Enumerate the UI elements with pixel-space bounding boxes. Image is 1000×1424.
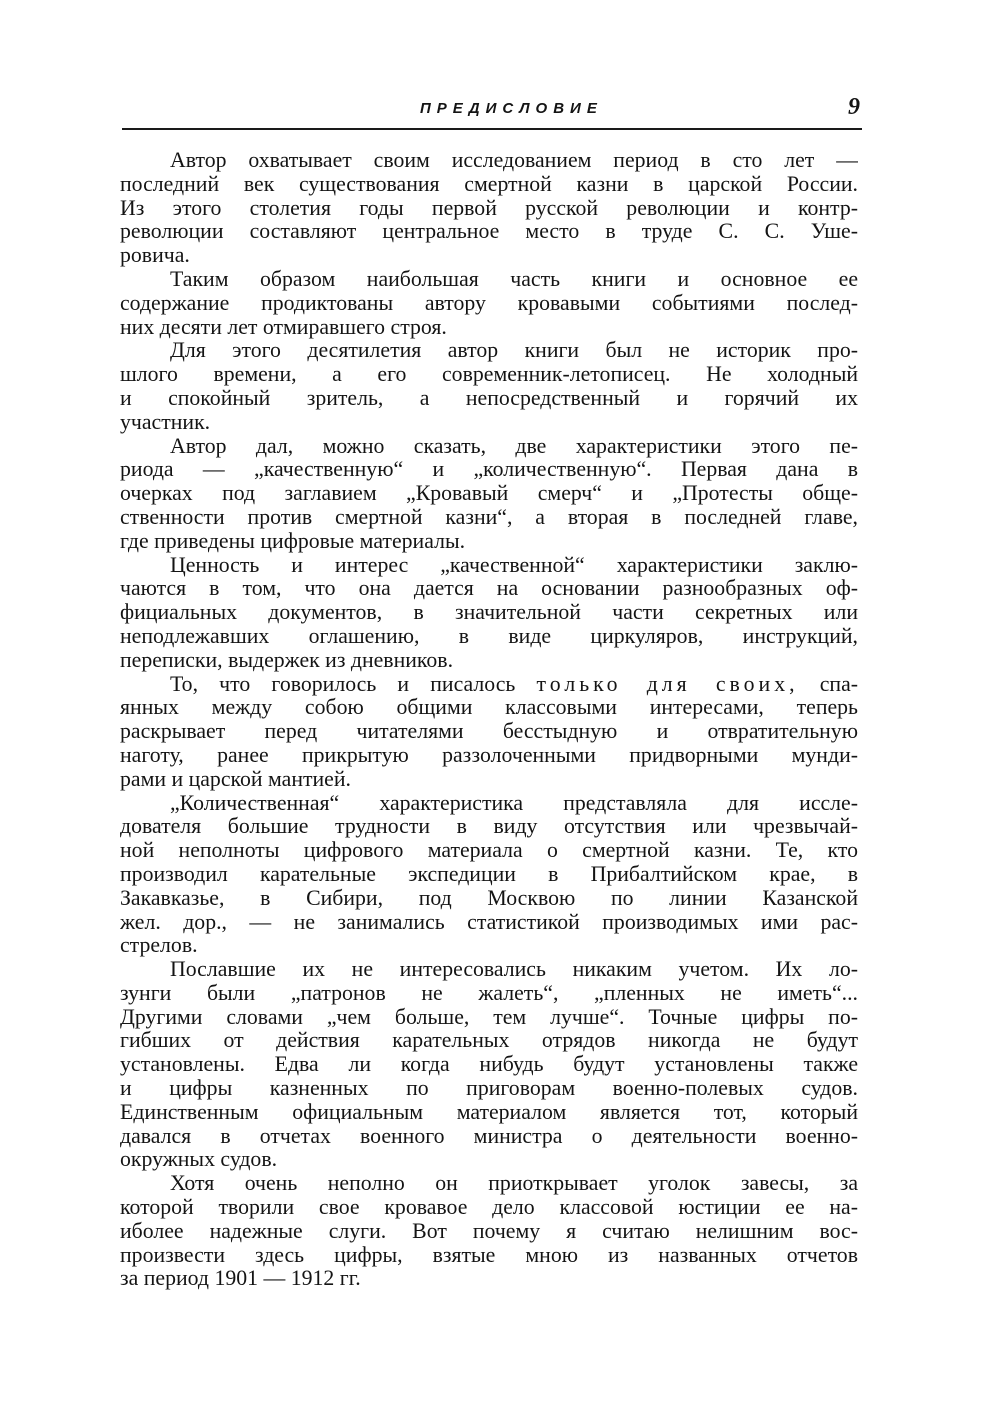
paragraph-9 [120, 1172, 858, 1291]
text-line: за период 1901 — 1912 гг. [120, 1267, 361, 1291]
text-line: ной неполноты цифрового материала о смертной казни. Те, кто [120, 839, 858, 863]
paragraph-7 [120, 792, 858, 959]
paragraph-6 [120, 673, 858, 792]
text-line: произвести здесь цифры, взятые мною из названных отчетов [120, 1243, 858, 1267]
text-line: установлены. Едва ли когда нибудь будут установлены также [120, 1053, 858, 1077]
text-body [120, 149, 858, 1291]
text-line: и спокойный зритель, а непосредственный и горячий их [120, 386, 858, 410]
paragraph-5 [120, 554, 858, 673]
text-line: где приведены цифровые материалы. [120, 529, 466, 553]
text-line: Для этого десятилетия автор книги был не историк про- [170, 339, 858, 363]
text-line: Таким образом наибольшая часть книги и основное ее [170, 267, 858, 291]
paragraph-8 [120, 958, 858, 1172]
text-line: рами и царской мантией. [120, 767, 351, 791]
text-line: чаются в том, что она дается на основании разнообразных оф- [120, 577, 858, 601]
paragraph-2 [120, 268, 858, 339]
text-line: них десяти лет отмиравшего строя. [120, 315, 447, 339]
text-line: неподлежавших оглашению, в виде циркуляров, инструкций, [120, 624, 858, 648]
text-line: дователя большие трудности в виду отсутствия или чрезвычай- [120, 815, 858, 839]
text-line: участник. [120, 410, 211, 434]
text-line: очерках под заглавием „Кровавый смерч“ и „Протесты обще- [120, 482, 858, 506]
text-line: гибших от действия карательных отрядов никогда не будут [120, 1029, 858, 1053]
text-line: Закавказье, в Сибири, под Москвою по линии Казанской [120, 886, 858, 910]
text-line: которой творили свое кровавое дело классовой юстиции ее на- [120, 1196, 858, 1220]
text-line: „Количественная“ характеристика представляла для иссле- [170, 791, 858, 815]
text-line: Другими словами „чем больше, тем лучше“. Точные цифры по- [120, 1005, 858, 1029]
page-number: 9 [848, 94, 860, 120]
text-line: риода — „качественную“ и „количественную“. Первая дана в [120, 458, 858, 482]
page-header [122, 96, 862, 130]
text-line: Автор дал, можно сказать, две характеристики этого пе- [170, 434, 858, 458]
text-line: переписки, выдержек из дневников. [120, 648, 454, 672]
text-line: ственности против смертной казни“, а вторая в последней главе, [120, 505, 858, 529]
text-line: зунги были „патронов не жалеть“, „пленных не иметь“... [120, 981, 858, 1005]
running-title: ПРЕДИСЛОВИЕ [420, 100, 603, 117]
text-line: последний век существования смертной казни в царской России. [120, 172, 858, 196]
paragraph-3 [120, 339, 858, 434]
text-line: производил карательные экспедиции в Прибалтийском крае, в [120, 862, 858, 886]
text-line: ровича. [120, 244, 190, 268]
text-line: и цифры казненных по приговорам военно-полевых судов. [120, 1077, 858, 1101]
text-line: Хотя очень неполно он приоткрывает уголок завесы, за [170, 1172, 858, 1196]
text-line: окружных судов. [120, 1148, 278, 1172]
text-line: стрелов. [120, 934, 198, 958]
paragraph-1 [120, 149, 858, 268]
spaced-emphasis: только для своих, [536, 672, 799, 696]
text-line: давался в отчетах военного министра о деятельности военно- [120, 1124, 858, 1148]
text-line: Ценность и интерес „качественной“ характеристики заклю- [170, 553, 858, 577]
text-line: Из этого столетия годы первой русской революции и контр- [120, 196, 858, 220]
text-run: спа- [798, 672, 858, 696]
text-line: шлого времени, а его современник-летописец. Не холодный [120, 363, 858, 387]
text-line: Единственным официальным материалом является тот, который [120, 1100, 858, 1124]
text-line: Пославшие их не интересовались никаким учетом. Их ло- [170, 958, 858, 982]
text-line [120, 673, 858, 697]
paragraph-4 [120, 435, 858, 554]
text-line: наготу, ранее прикрытую раззолоченными придворными мунди- [120, 743, 858, 767]
text-line: революции составляют центральное место в труде С. С. Уше- [120, 220, 858, 244]
text-line: жел. дор., — не занимались статистикой производимых ими рас- [120, 910, 858, 934]
text-line: содержание продиктованы автору кровавыми событиями послед- [120, 291, 858, 315]
text-line: янных между собою общими классовыми интересами, теперь [120, 696, 858, 720]
text-line: иболее надежные слуги. Вот почему я считаю нелишним вос- [120, 1219, 858, 1243]
text-line: Автор охватывает своим исследованием период в сто лет — [170, 149, 858, 172]
text-line: фициальных документов, в значительной части секретных или [120, 601, 858, 625]
text-line: раскрывает перед читателями бесстыдную и отвратительную [120, 720, 858, 744]
text-run: То, что говорилось и писалось [170, 672, 537, 696]
